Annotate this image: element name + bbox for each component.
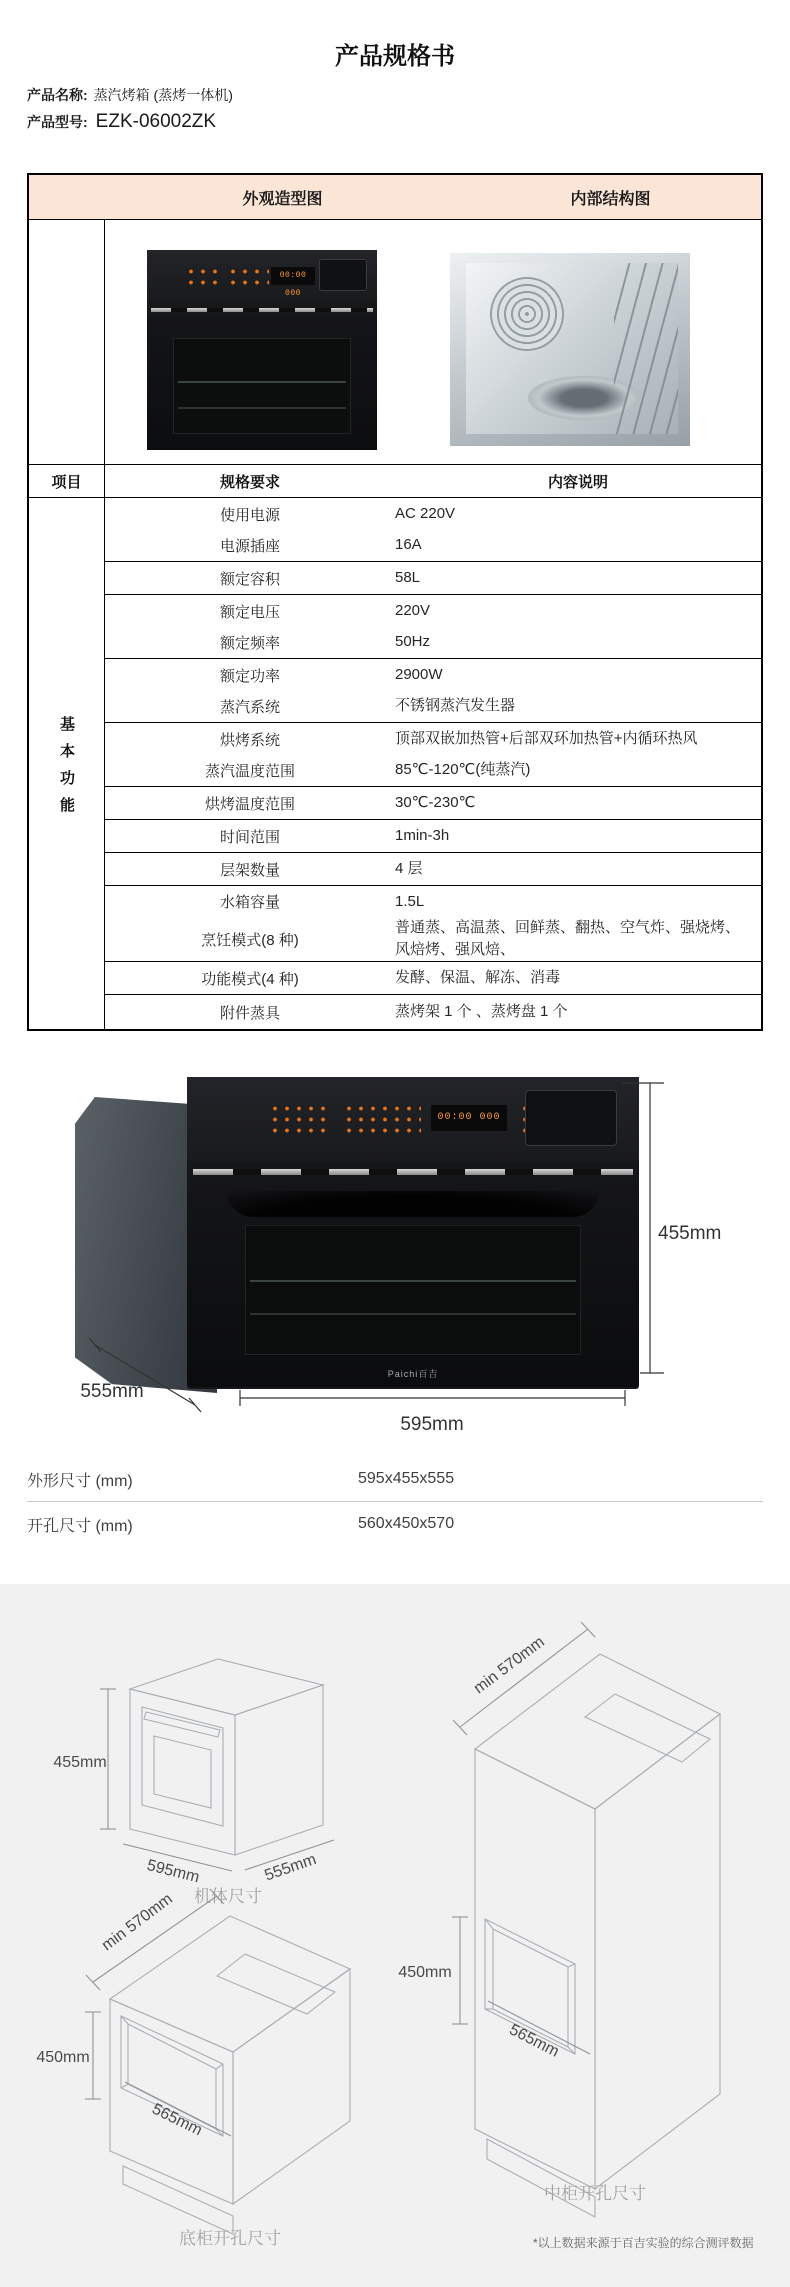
table-row [105,530,761,561]
body-size-diagram [50,1604,390,1909]
body-depth-label: 555mm [262,1851,319,1885]
body-width-label: 595mm [145,1856,202,1887]
control-dots [185,266,221,288]
spec-value: 1.5L [395,892,425,910]
internal-header: 内部结构图 [570,190,651,208]
table-row [105,499,761,530]
table-row [105,755,761,786]
mid-width-label: 565mm [506,2021,562,2061]
spec-value: 220V [395,602,431,619]
base-depth-label: min 570mm [98,1890,176,1955]
base-height-label: 450mm [36,2049,90,2066]
handle-recess [227,1191,599,1217]
col-spec-header: 规格要求 [219,473,280,491]
table-row [105,854,761,885]
image-row [29,220,761,465]
spec-label: 使用电源 [219,506,280,524]
spec-group [105,498,761,562]
height-dim-label: 455mm [658,1223,722,1244]
cutout-size-value: 560x450x570 [358,1515,455,1532]
spec-value: 58L [395,569,421,586]
oven-door [187,1181,639,1387]
spec-table [27,173,763,1031]
spec-groups [105,498,761,1029]
table-row [105,724,761,755]
brand-logo: Paichi百吉 [387,1369,439,1379]
table-row [105,821,761,852]
image-table-header [29,175,761,220]
table-row [105,997,761,1028]
width-dim-label: 595mm [400,1414,464,1435]
oven-display: 00:00 000 [271,267,315,285]
table-row [105,596,761,627]
oven-front-panel [187,1077,639,1389]
spec-label: 额定电压 [219,603,280,621]
spec-value: 4 层 [395,860,423,877]
product-name-value: 蒸汽烤箱 (蒸烤一体机) [93,87,233,103]
category-label: 基本功能 [58,715,75,824]
rack-line [250,1313,576,1315]
spec-value: 普通蒸、高温蒸、回鲜蒸、翻热、空气炸、强烧烤、风焙烤、强风焙、 [395,919,741,958]
category-cell [29,498,105,1029]
body-diagram-caption: 机体尺寸 [194,1887,262,1906]
control-dots [227,266,269,288]
product-name-label: 产品名称: [27,87,88,103]
rack-line [250,1280,576,1282]
spec-label: 电源插座 [219,537,280,555]
base-diagram-caption: 底柜开孔尺寸 [179,2229,281,2248]
data-source-footnote: *以上数据来源于百吉实验的综合测评数据 [533,2236,754,2250]
spec-group [105,962,761,995]
spec-value: 蒸烤架 1 个 、蒸烤盘 1 个 [395,1003,568,1020]
table-row [105,660,761,691]
table-row [105,563,761,594]
spec-label: 烘烤温度范围 [204,795,295,813]
oven-interior-photo [450,253,690,446]
spec-value: AC 220V [395,505,456,522]
spec-group [105,723,761,787]
spec-group [105,820,761,853]
product-model-label: 产品型号: [27,114,88,130]
spec-group [105,595,761,659]
spec-label: 层架数量 [219,861,280,879]
spec-label: 烹饪模式(8 种) [201,931,299,949]
spec-value: 16A [395,536,422,553]
panel-window [525,1090,617,1146]
rack-line [178,407,346,409]
spec-group [105,562,761,595]
spec-label: 蒸汽温度范围 [204,762,295,780]
product-photo-section [0,1053,790,1445]
spec-group [105,886,761,962]
spec-value: 30℃-230℃ [395,794,476,811]
door-glass [245,1225,581,1355]
spec-label: 烘烤系统 [219,731,280,749]
spec-value: 2900W [395,666,443,683]
product-meta [27,85,790,133]
spec-label: 时间范围 [219,828,280,846]
spec-group [105,995,761,1029]
door-glass [173,338,351,434]
mid-depth-label: min 570mm [470,1633,548,1698]
table-row [105,788,761,819]
mid-diagram-caption: 中柜开孔尺寸 [544,2184,646,2203]
image-cell [105,220,761,464]
control-panel [147,250,377,302]
cutout-size-label: 开孔尺寸 (mm) [27,1517,133,1535]
oven-display: 00:00 000 [431,1105,507,1131]
image-row-stub [29,220,105,464]
spec-group [105,853,761,886]
page-title: 产品规格书 [335,43,455,70]
mid-height-label: 450mm [398,1964,452,1981]
spec-label: 额定功率 [219,667,280,685]
panel-window [319,259,367,291]
image-header-stub [29,175,105,219]
spec-label: 附件蒸具 [219,1004,280,1022]
spec-label: 额定频率 [219,634,280,652]
mid-cabinet-diagram [390,1599,760,2224]
table-row [105,917,761,961]
vent-strip [151,308,373,312]
appearance-header: 外观造型图 [242,190,323,208]
spec-value: 50Hz [395,633,431,650]
base-cabinet-diagram [35,1884,385,2254]
spec-table-header [29,465,761,498]
table-row [27,1502,763,1546]
depth-dim-label: 555mm [80,1381,144,1402]
product-model-value: EZK-06002ZK [95,111,217,132]
oven-3d-photo [75,1071,645,1431]
base-width-label: 565mm [149,2100,205,2140]
spec-value: 发酵、保温、解冻、消毒 [395,969,561,986]
spec-value: 不锈钢蒸汽发生器 [395,697,516,714]
spec-value: 顶部双嵌加热管+后部双环加热管+内循环热风 [395,730,698,747]
spec-value: 1min-3h [395,827,450,844]
table-row [105,963,761,994]
body-height-label: 455mm [53,1754,107,1771]
fan-grille [490,277,564,351]
spec-label: 功能模式(4 种) [201,970,299,988]
steel-chamber [466,263,678,434]
col-desc-header: 内容说明 [547,473,608,491]
table-row [105,691,761,722]
control-dots [269,1103,331,1133]
vent-strip [193,1169,633,1175]
spec-label: 蒸汽系统 [219,698,280,716]
control-panel [187,1077,639,1161]
control-dots [343,1103,421,1133]
spec-group [105,659,761,723]
size-summary [27,1457,763,1546]
installation-section [0,1584,790,2287]
table-row [105,627,761,658]
spec-value: 85℃-120℃(纯蒸汽) [395,761,531,778]
overall-size-value: 595x455x555 [358,1470,455,1487]
rack-line [178,381,346,383]
spec-table-body [29,498,761,1029]
rack-grooves [614,263,678,434]
oven-door [147,316,377,450]
table-row [105,886,761,917]
spec-group [105,787,761,820]
col-item-header: 项目 [29,465,105,497]
table-row [27,1457,763,1501]
spec-label: 水箱容量 [219,894,280,911]
spec-label: 额定容积 [219,570,280,588]
overall-size-label: 外形尺寸 (mm) [27,1472,133,1490]
oven-front-photo [147,250,377,450]
